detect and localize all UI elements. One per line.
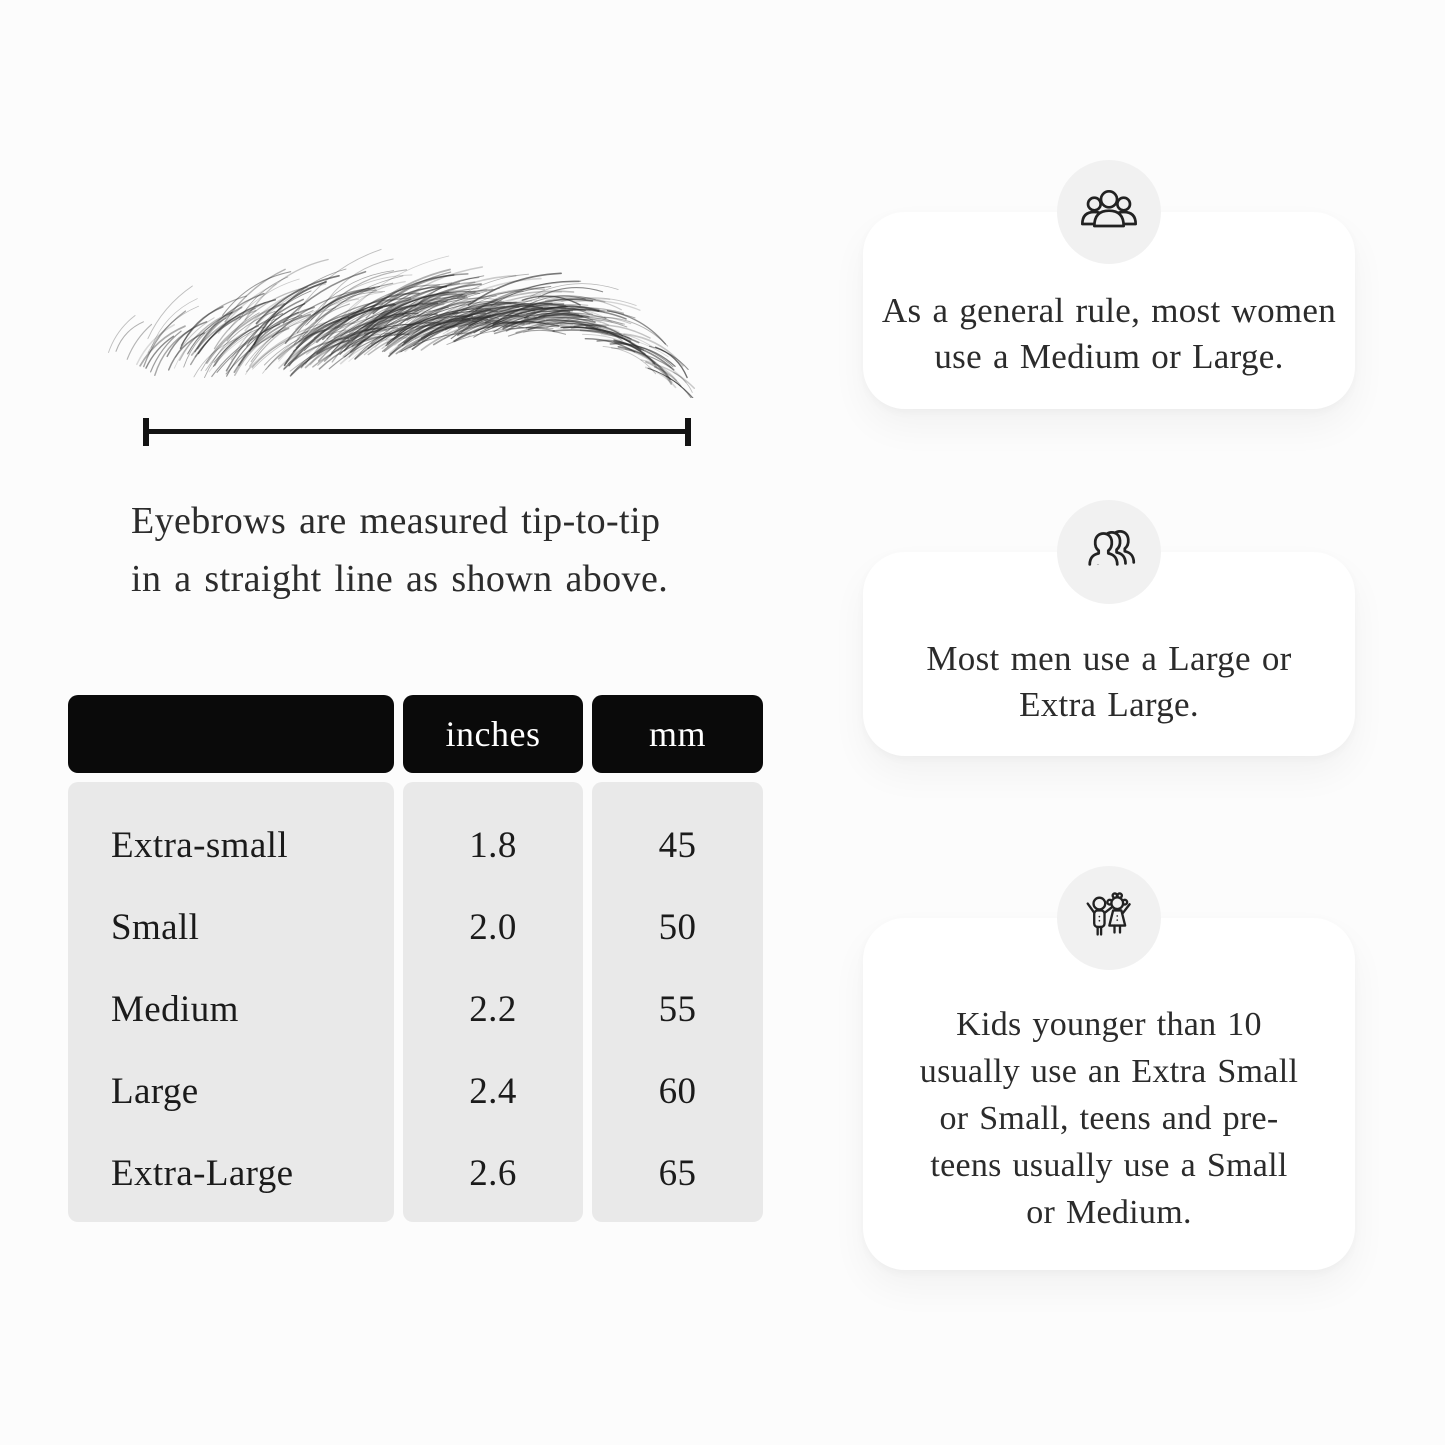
icon-badge (1057, 500, 1161, 604)
inches-value: 2.6 (469, 1152, 517, 1194)
icon-badge (1057, 160, 1161, 264)
info-card-text: As a general rule, most women use a Medium or Large. (881, 290, 1337, 376)
mm-column (592, 782, 763, 1222)
icon-badge (1057, 866, 1161, 970)
size-table-header (68, 695, 763, 773)
size-label: Extra-small (111, 824, 289, 866)
info-card-text: Kids younger than 10 usually use an Extra Small or Small, teens and pre-teens usually use a Small or Medium. (919, 1005, 1299, 1231)
size-label: Large (111, 1070, 199, 1112)
caption-line-2: in a straight line as shown above. (131, 558, 669, 600)
inches-value: 2.0 (469, 906, 517, 948)
header-cell-mm: mm (592, 695, 763, 773)
men-group-icon (1076, 519, 1142, 585)
measurement-caption (131, 492, 668, 608)
mm-value: 50 (658, 906, 697, 948)
inches-column (403, 782, 583, 1222)
info-card-men (863, 552, 1355, 756)
children-icon (1076, 885, 1142, 951)
inches-value: 1.8 (469, 824, 517, 866)
eyebrow-illustration (97, 233, 697, 398)
measurement-line (145, 429, 689, 434)
info-card-kids (863, 918, 1355, 1270)
size-label: Extra-Large (111, 1152, 294, 1194)
info-card-text: Most men use a Large or Extra Large. (926, 639, 1292, 724)
size-label-column (68, 782, 394, 1222)
info-card-women (863, 212, 1355, 409)
header-cell-inches: inches (403, 695, 583, 773)
mm-value: 55 (658, 988, 697, 1030)
caption-line-1: Eyebrows are measured tip-to-tip (131, 500, 661, 542)
size-table-body (68, 782, 763, 1222)
header-cell-size (68, 695, 394, 773)
mm-value: 65 (658, 1152, 697, 1194)
inches-value: 2.2 (469, 988, 517, 1030)
size-label: Small (111, 906, 200, 948)
inches-value: 2.4 (469, 1070, 517, 1112)
women-group-icon (1077, 180, 1141, 244)
mm-value: 60 (658, 1070, 697, 1112)
mm-value: 45 (658, 824, 697, 866)
size-label: Medium (111, 988, 239, 1030)
size-table (68, 695, 763, 1222)
